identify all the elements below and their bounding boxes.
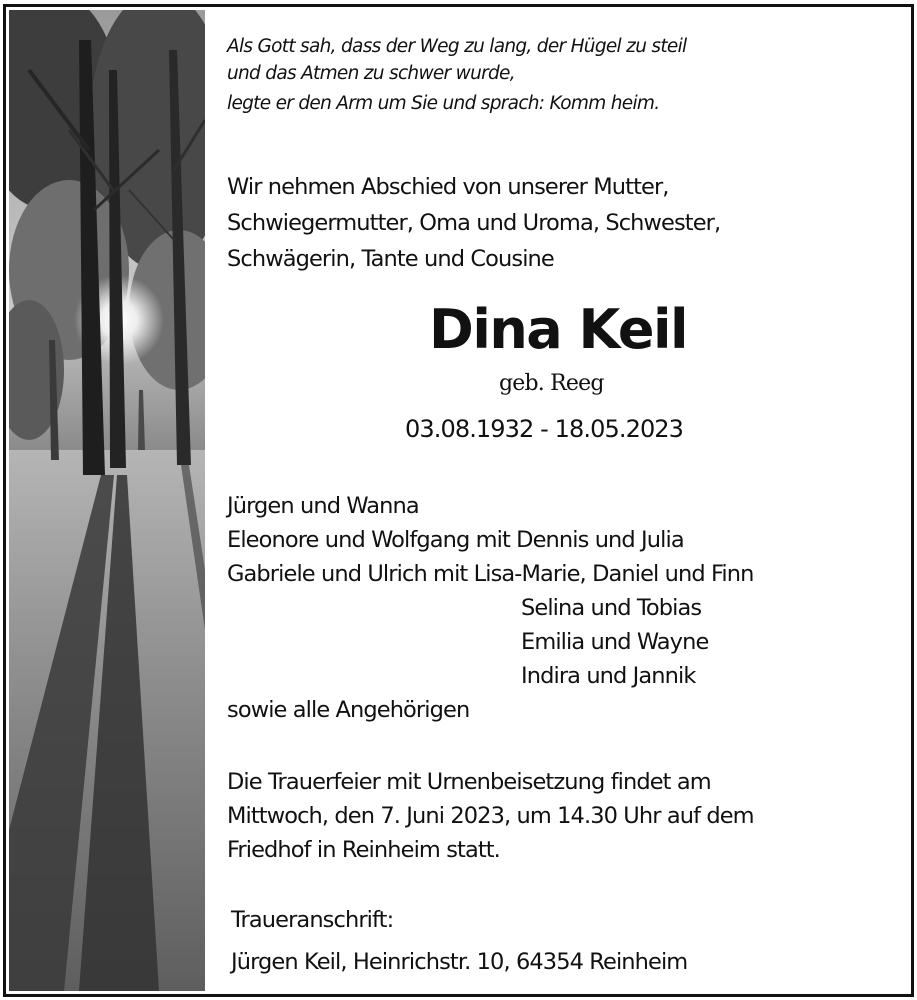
- address-value: Jürgen Keil, Heinrichstr. 10, 64354 Reinheim: [231, 949, 688, 975]
- tree-shadow-image: [9, 10, 205, 991]
- life-dates: 03.08.1932 - 18.05.2023: [405, 415, 684, 443]
- birth-name: geb. Reeg: [499, 371, 604, 396]
- address-label: Traueranschrift:: [231, 907, 394, 933]
- notice-text-column: [227, 7, 911, 994]
- service-line-3: Friedhof in Reinheim statt.: [227, 837, 500, 863]
- intro-line-2: Schwiegermutter, Oma und Uroma, Schwester,: [227, 210, 721, 236]
- deceased-name: Dina Keil: [429, 298, 688, 361]
- mourner-line-1: Jürgen und Wanna: [227, 493, 419, 519]
- motto-line-2: und das Atmen zu schwer wurde,: [227, 63, 515, 84]
- obituary-notice: [3, 4, 914, 997]
- intro-line-1: Wir nehmen Abschied von unserer Mutter,: [227, 174, 669, 200]
- mourner-line-3: Gabriele und Ulrich mit Lisa-Marie, Daniel und Finn: [227, 561, 754, 587]
- mourners-closing: sowie alle Angehörigen: [227, 697, 470, 723]
- tree-photo: [9, 10, 205, 991]
- great-grandchildren-3: Indira und Jannik: [521, 663, 696, 689]
- motto-line-1: Als Gott sah, dass der Weg zu lang, der Hügel zu steil: [227, 36, 687, 57]
- service-line-1: Die Trauerfeier mit Urnenbeisetzung findet am: [227, 769, 711, 795]
- mourner-line-2: Eleonore und Wolfgang mit Dennis und Julia: [227, 527, 684, 553]
- great-grandchildren-2: Emilia und Wayne: [521, 629, 709, 655]
- great-grandchildren-1: Selina und Tobias: [521, 595, 702, 621]
- intro-line-3: Schwägerin, Tante und Cousine: [227, 246, 554, 272]
- motto-line-3: legte er den Arm um Sie und sprach: Komm heim.: [227, 93, 660, 114]
- service-line-2: Mittwoch, den 7. Juni 2023, um 14.30 Uhr auf dem: [227, 803, 754, 829]
